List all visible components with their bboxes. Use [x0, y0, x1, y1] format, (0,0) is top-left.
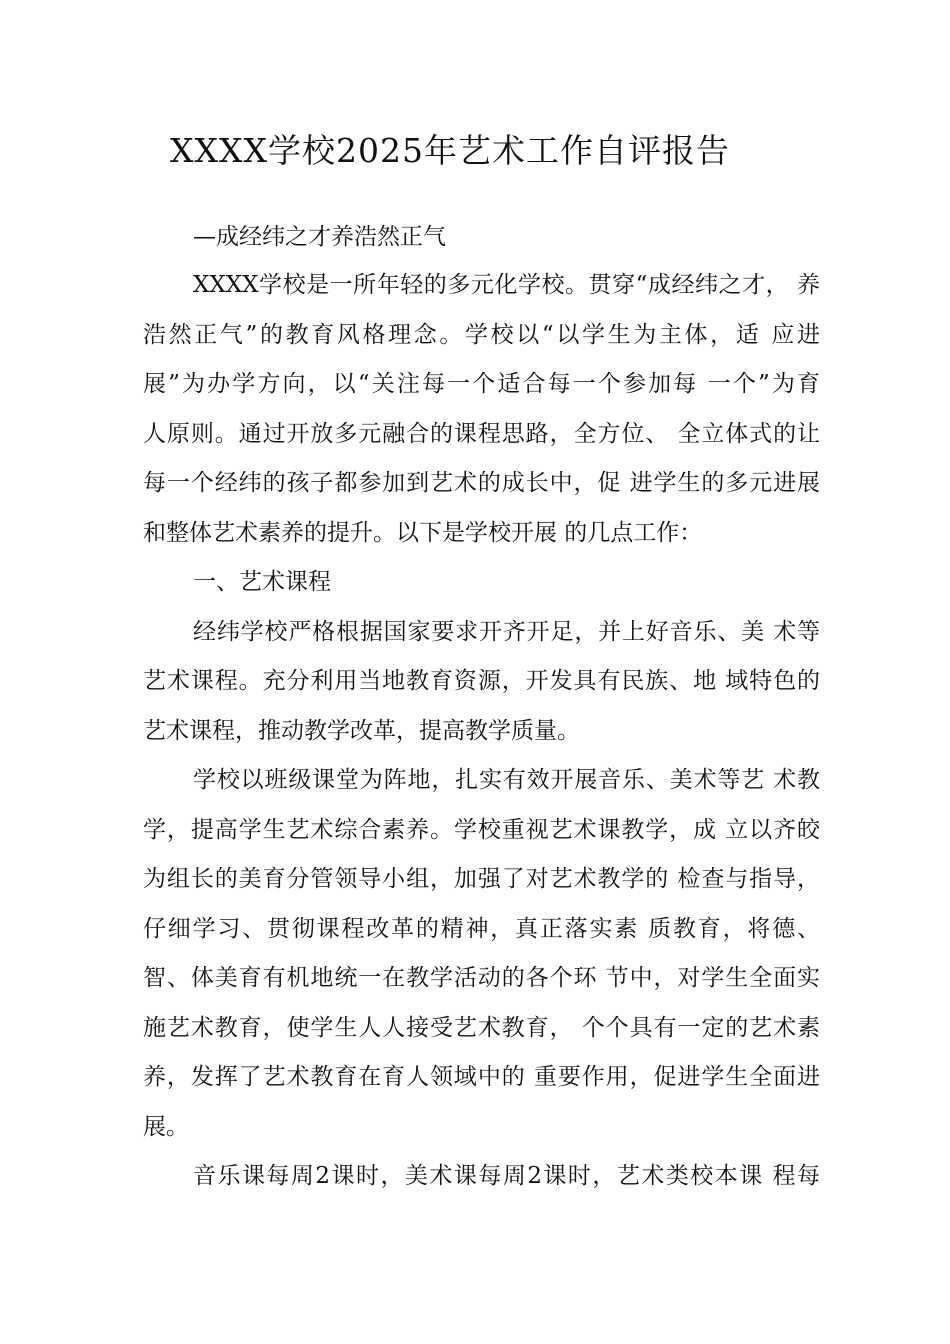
text-line: 音乐课每周2课时，美术课每周2课时，艺术类校本课 程每 — [193, 1163, 820, 1189]
text-line: 学校以班级课堂为阵地，扎实有效开展音乐、美术等艺 术教 — [193, 767, 820, 793]
document-body — [143, 268, 820, 1209]
text-line: 施艺术教育，使学生人人接受艺术教育， 个个具有一定的艺术素 — [143, 1014, 820, 1041]
text-line: 仔细学习、贯彻课程改革的精神，真正落实素 质教育，将德、 — [143, 915, 820, 942]
text-line: 学，提高学生艺术综合素养。学校重视艺术课教学，成 立以齐皎 — [143, 816, 820, 843]
text-line: 和整体艺术素养的提升。以下是学校开展 的几点工作： — [143, 519, 703, 546]
text-line: 浩然正气”的教育风格理念。学校以“以学生为主体，适 应进 — [143, 321, 820, 348]
text-line: 经纬学校严格根据国家要求开齐开足，并上好音乐、美 术等 — [193, 618, 820, 645]
text-line: 养，发挥了艺术教育在育人领域中的 重要作用，促进学生全面进 — [143, 1064, 820, 1090]
document-title: XXXX学校2025年艺术工作自评报告 — [170, 131, 730, 170]
text-line: 人原则。通过开放多元融合的课程思路，全方位、 全立体式的让 — [143, 420, 820, 447]
text-line: 一、艺术课程 — [193, 569, 331, 595]
text-line: 艺术课程。充分利用当地教育资源，开发具有民族、地 域特色的 — [143, 668, 820, 694]
document-subtitle: —成经纬之才养浩然正气 — [193, 224, 446, 250]
text-line: XXXX学校是一所年轻的多元化学校。贯穿“成经纬之才， 养 — [193, 272, 820, 298]
text-line: 为组长的美育分管领导小组，加强了对艺术教学的 检查与指导， — [143, 866, 820, 892]
text-line: 每一个经纬的孩子都参加到艺术的成长中，促 进学生的多元进展 — [143, 470, 820, 496]
text-line: 艺术课程，推动教学改革，提高教学质量。 — [143, 717, 580, 744]
text-line: 展。 — [143, 1113, 189, 1140]
text-line: 展”为办学方向，以“关注每一个适合每一个参加每 一个”为育 — [143, 371, 820, 397]
text-line: 智、体美育有机地统一在教学活动的各个环 节中，对学生全面实 — [143, 965, 820, 991]
